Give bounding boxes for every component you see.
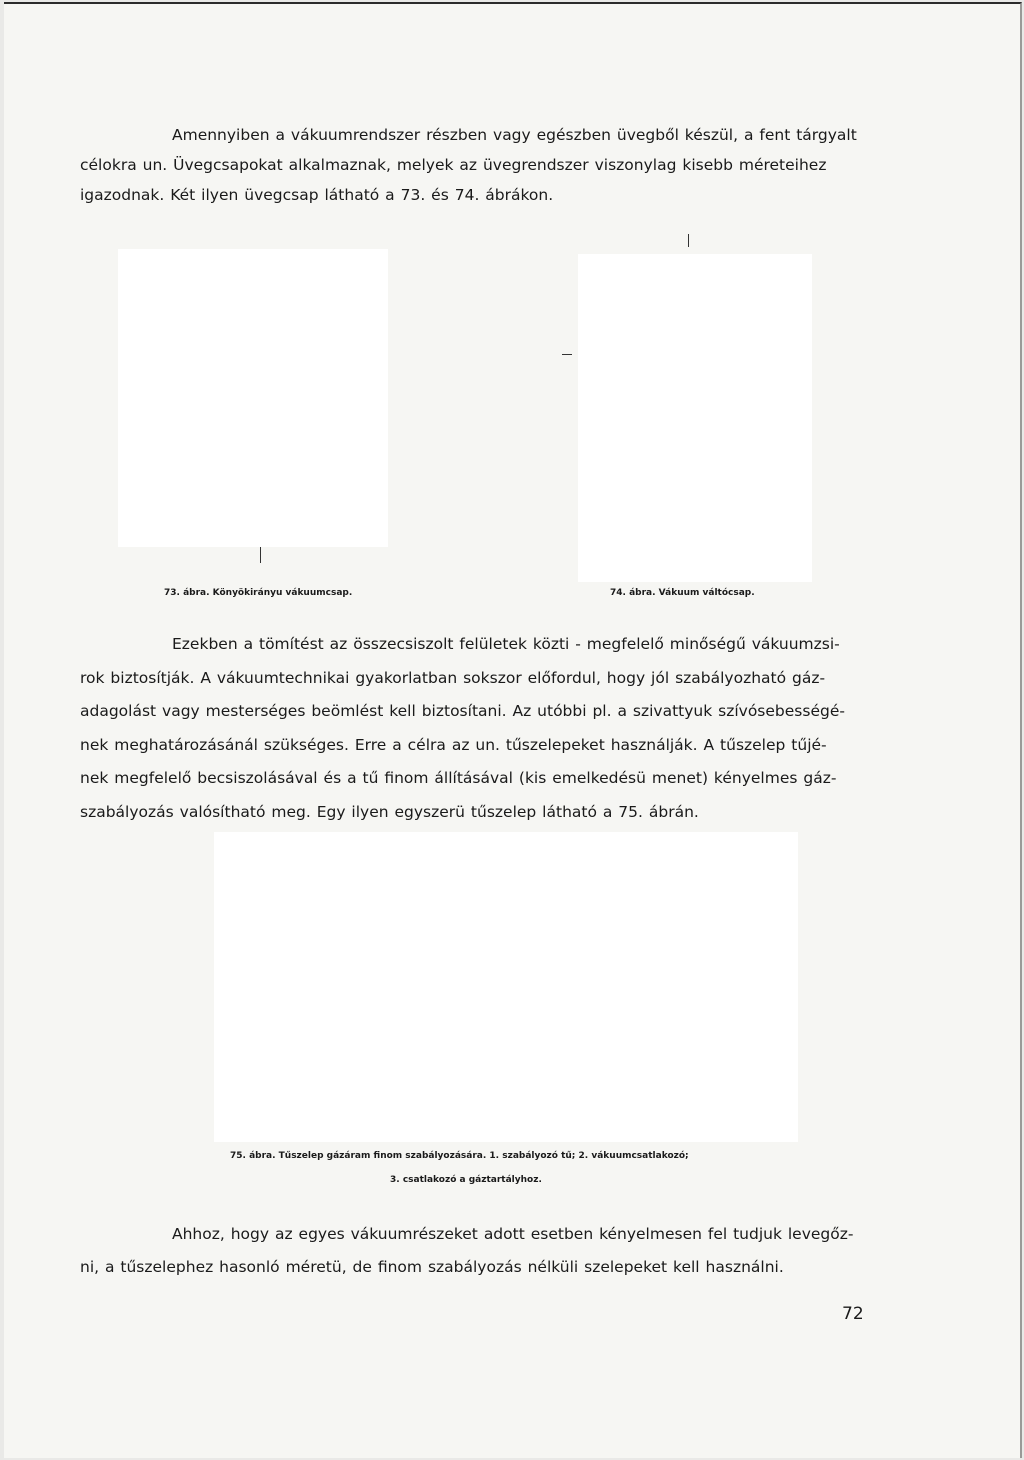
figure-73-image (118, 249, 388, 547)
figure-75-caption-line-1: 75. ábra. Tűszelep gázáram finom szabályozására. 1. szabályozó tű; 2. vákuumcsatlakozó; (230, 1151, 689, 1161)
paragraph-intro (80, 120, 870, 210)
page-number: 72 (842, 1304, 864, 1324)
text-line: rok biztosítják. A vákuumtechnikai gyakorlatban sokszor előfordul, hogy jól szabályozható gáz- (80, 668, 826, 687)
scan-mark (562, 354, 572, 355)
scan-mark (688, 234, 689, 247)
text-line: szabályozás valósítható meg. Egy ilyen egyszerü tűszelep látható a 75. ábrán. (80, 802, 699, 821)
paragraph-closing (80, 1218, 868, 1284)
document-page (4, 2, 1022, 1458)
paragraph-valves (80, 628, 866, 829)
figure-75-image (214, 832, 798, 1142)
figure-75-caption-line-2: 3. csatlakozó a gáztartályhoz. (390, 1175, 542, 1185)
text-line: igazodnak. Két ilyen üvegcsap látható a 73. és 74. ábrákon. (80, 186, 554, 204)
figure-74-caption: 74. ábra. Vákuum váltócsap. (610, 588, 755, 598)
text-line: Ahhoz, hogy az egyes vákuumrészeket adott esetben kényelmesen fel tudjuk levegőz- (172, 1225, 854, 1243)
scan-mark (260, 547, 261, 563)
figure-73-caption: 73. ábra. Könyökirányu vákuumcsap. (164, 588, 353, 598)
text-line: nek megfelelő becsiszolásával és a tű finom állításával (kis emelkedésü menet) kényelmes gáz- (80, 769, 837, 787)
text-line: adagolást vagy mesterséges beömlést kell biztosítani. Az utóbbi pl. a szivattyuk szívósebességé- (80, 702, 845, 720)
text-line: Amennyiben a vákuumrendszer részben vagy egészben üvegből készül, a fent tárgyalt (172, 126, 857, 144)
figure-74-image (578, 254, 812, 582)
text-line: Ezekben a tömítést az összecsiszolt felületek közti - megfelelő minőségű vákuumzsi- (172, 635, 840, 653)
text-line: nek meghatározásánál szükséges. Erre a célra az un. tűszelepeket használják. A tűszelep tűjé- (80, 735, 827, 754)
text-line: ni, a tűszelephez hasonló méretü, de finom szabályozás nélküli szelepeket kell használni. (80, 1258, 784, 1276)
text-line: célokra un. Üvegcsapokat alkalmaznak, melyek az üvegrendszer viszonylag kisebb méreteihez (80, 156, 827, 174)
